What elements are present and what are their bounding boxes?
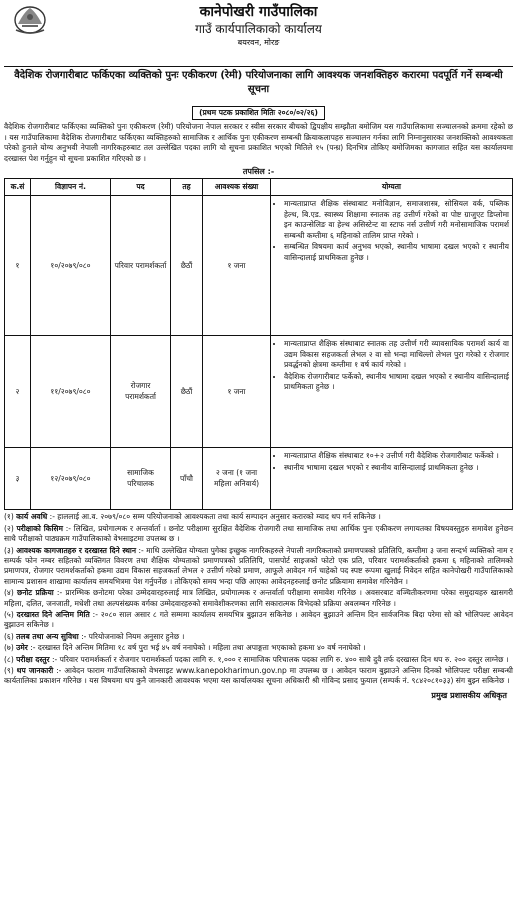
term-work-period: (१) कार्य अवधि :- हाललाई आ.व. २०७९/०८० सम्म परियोजनाको आवश्यकता तथा कार्य सम्पादन अनुसार करारको म्याद थप गर्न सकिनेछ ।	[4, 512, 381, 522]
cell-post: सामाजिक परिचालक	[111, 448, 171, 510]
terms-section	[4, 512, 513, 687]
col-count: आवश्यक संख्या	[203, 179, 271, 196]
cell-count: १ जना	[203, 336, 271, 448]
header-divider	[4, 66, 513, 67]
term-fee: (८) परीक्षा दस्तुर :- परिवार परामर्शकर्ता र रोजगार परामर्शकर्ता पदका लागि रु. १,००० र सामाजिक परिचालक पदका लागि रु. ४०० साथै दुवै तर्फ दरखास्त दिन थप रु. २०० दस्तुर लाग्नेछ ।	[4, 654, 509, 664]
cell-count: २ जना (१ जना महिला अनिवार्य)	[203, 448, 271, 510]
cell-ad-no: १०/२०७९/०८०	[31, 196, 111, 336]
cell-post: रोजगार परामर्शकर्ता	[111, 336, 171, 448]
table-row	[5, 448, 513, 510]
nepal-emblem-icon	[12, 2, 48, 36]
table-row	[5, 196, 513, 336]
office-sub: गाउँ कार्यपालिकाको कार्यालय	[195, 22, 322, 36]
signature-title: प्रमुख प्रशासकीय अधिकृत	[431, 690, 507, 700]
qualification-item: • सम्बन्धित विषयमा कार्य अनुभव भएको, स्थानीय भाषामा दखल भएको र स्थानीय वासिन्दालाई प्राथमिकता हुनेछ ।	[284, 242, 509, 263]
vacancy-table	[4, 178, 513, 510]
qualification-item: • वैदेशिक रोजगारीबाट फर्केको, स्थानीय भाषामा दखल भएको र स्थानीय वासिन्दालाई प्राथमिकता हुनेछ ।	[284, 372, 509, 393]
cell-sn: १	[5, 196, 31, 336]
table-row	[5, 336, 513, 448]
office-location: बयरवन, मोरङ	[237, 38, 280, 47]
cell-level: छैठौं	[171, 196, 203, 336]
term-exam-type: (२) परीक्षाको किसिम :- लिखित, प्रयोगात्मक र अन्तर्वार्ता । छनोट परीक्षामा सुरक्षित वैदेशिक रोजगारी तथा सामाजिक तथा आर्थिक पुनः एकीकरण लगायतका विषयवस्तुहरु समावेश हुनेछन साथै परीक्षाको पाठ्यक्रम गाउँपालिकाको वेभसाइटमा उपलब्ध छ ।	[4, 523, 513, 544]
notice-title: वैदेशिक रोजगारीबाट फर्किएका व्यक्तिको पुनः एकीकरण (रेमी) परियोजनाका लागि आवश्यक जनशक्तिहरु करारमा पदपूर्ति गर्ने सम्बन्धी सूचना	[14, 70, 503, 95]
col-post: पद	[111, 179, 171, 196]
cell-qualification	[271, 448, 513, 510]
pub-date: (प्रथम पटक प्रकाशित मितिः २०८०/०२/२६)	[192, 106, 325, 120]
term-more-info: (९) थप जानकारी :- आवेदन फाराम गाउँपालिकाको वेभसाइट www.kanepokharimun.gov.np मा उपलब्ध छ । आवेदन फाराम बुझाउने अन्तिम दिनको भोलिपल्ट परीक्षा सम्बन्धी कार्यतालिका प्रकाशन गरिनेछ । यस विषयमा थप कुनै जानकारी आवश्यक भएमा यस कार्यालयका सूचना अधिकारी श्री गोविन्द प्रसाद फुयाल (सम्पर्क नं. ९८४२०८१०३३) संग बुझ्न सकिनेछ ।	[4, 666, 513, 686]
col-sn: क.सं	[5, 179, 31, 196]
qualification-item: • मान्यताप्राप्त शैक्षिक संस्थाबाट स्नातक तह उत्तीर्ण गरी व्यावसायिक परामर्श कार्य वा उद्यम विकास सहजकर्ता लेभल २ वा सो भन्दा माथिल्लो लेभल पुरा गरेको र रोजगार प्रवर्द्धनको क्षेत्रमा कम्तीमा १ वर्ष कार्य गरेको ।	[284, 339, 509, 371]
cell-qualification	[271, 336, 513, 448]
term-selection: (४) छनोट प्रक्रिया :- प्रारम्भिक छनोटमा परेका उम्मेदवारहरुलाई मात्र लिखित, प्रयोगात्मक र अन्तर्वार्ता परीक्षामा समावेश गरिनेछ । अवसरबाट वञ्चितीकरणमा परेका समुदायहरु खासगरी महिला, दलित, जनजाती, मधेशी तथा अल्पसंख्यक वर्गका उम्मेदवारहरुको समावेशीकरणका लागि सकारात्मक विभेदको प्रक्रिया अवलम्बन गरिनेछ ।	[4, 588, 513, 608]
cell-qualification	[271, 196, 513, 336]
cell-level: छैठौं	[171, 336, 203, 448]
cell-sn: २	[5, 336, 31, 448]
cell-ad-no: ११/२०७९/०८०	[31, 336, 111, 448]
term-salary: (६) तलब तथा अन्य सुविधा :- परियोजनाको नियम अनुसार हुनेछ ।	[4, 631, 185, 641]
term-age: (७) उमेर :- दरखास्त दिने अन्तिम मितिमा १८ वर्ष पुरा भई ४५ वर्ष ननाघेको । महिला तथा अपाङ्गता भएकाको हकमा ४० वर्ष ननाघेको ।	[4, 643, 366, 653]
qualification-item: • मान्यताप्राप्त शैक्षिक संस्थाबाट मनोविज्ञान, समाजशास्त्र, सोसियल वर्क, पब्लिक हेल्थ, बि.एड. स्वास्थ्य शिक्षामा स्नातक तह उत्तीर्ण गरेको वा पोष्ट ग्राजुएट डिप्लोमा इन काउन्सेलिङ वा हेल्थ असिस्टेन्ट वा स्टाफ नर्स उत्तीर्ण गरी मनोसामाजिक परामर्श सम्बन्धी कम्तीमा ६ महिनाको तालिम प्राप्त गरेको ।	[284, 199, 509, 241]
cell-post: परिवार परामर्शकर्ता	[111, 196, 171, 336]
table-header-row	[5, 179, 513, 196]
letterhead	[4, 0, 513, 66]
qualification-item: • मान्यताप्राप्त शैक्षिक संस्थाबाट १०+२ उत्तीर्ण गरी वैदेशिक रोजगारीबाट फर्केको ।	[284, 451, 509, 462]
cell-count: १ जना	[203, 196, 271, 336]
cell-level: पाँचौ	[171, 448, 203, 510]
col-ad-no: विज्ञापन नं.	[31, 179, 111, 196]
col-level: तह	[171, 179, 203, 196]
term-documents: (३) आवश्यक कागजातहरु र दरखास्त दिने स्थान :- माथि उल्लेखित योग्यता पुगेका इच्छुक नागरिकहरुले नेपाली नागरिकताको प्रमाणपत्रको प्रतिलिपि, कम्तीमा ३ जना सन्दर्भ व्यक्तिको नाम र सम्पर्क फोन नम्बर सहितको व्यक्तिगत विवरण तथा शैक्षिक योग्यताको प्रमाणपत्रको प्रतिलिपि, पासपोर्ट साइजको फोटो एक प्रति, परिवार परामर्शकर्ताको हकमा ६ महिनाको तालिमको प्रमाणपत्र, रोजगार परामर्शकर्ताको हकमा उद्यम विकास सहजकर्ता लेभल २ उत्तीर्ण गरेको प्रमाण, आफूले आवेदन गर्न चाहेको पद स्पष्ट रूपमा खुलाई निवेदन सहित कानेपोखरी गाउँपालिकाको सामान्य प्रशासन शाखामा कार्यालय समयभित्रमा पेश गर्नुपर्नेछ । तोकिएको समय भन्दा पछि आएका आवेदनहरुलाई छनोट प्रक्रियामा समावेश गरिनेछैन ।	[4, 545, 513, 586]
qualification-item: • स्थानीय भाषामा दखल भएको र स्थानीय वासिन्दालाई प्राथमिकता हुनेछ ।	[284, 463, 509, 474]
term-deadline: (५) दरखास्त दिने अन्तिम मिति :- २०८० साल असार ८ गते सम्ममा कार्यालय समयभित्र बुझाउन सकिनेछ । आवेदन बुझाउने अन्तिम दिन सार्वजनिक बिदा परेमा सो को भोलिपल्ट आवेदन बुझाउन सकिनेछ ।	[4, 610, 514, 630]
cell-ad-no: १२/२०७९/०८०	[31, 448, 111, 510]
office-name: कानेपोखरी गाउँपालिका	[199, 4, 318, 20]
cell-sn: ३	[5, 448, 31, 510]
intro-paragraph: वैदेशिक रोजगारीबाट फर्किएका व्यक्तिको पुनः एकीकरण (रेमी) परियोजना नेपाल सरकार र स्वीस सरकार बीचको द्विपक्षीय सम्झौता बमोजिम यस गाउँपालिकामा सञ्चालनको क्रममा रहेको छ । यस गाउँपालिकामा वैदेशिक रोजगारीबाट फर्किएका व्यक्तिहरुको सामाजिक र आर्थिक पुनः एकीकरण सम्बन्धी क्रियाकलापहरु सञ्चालन गर्नका लागि निम्नानुसारका जनशक्तिको आवश्यकता परेको हुनाले योग्य अनुभवी नेपाली नागरिकहरुबाट तल उल्लेखित पदका लागि यो सूचना प्रकाशित भएको मितिले १५ (पन्ध्र) दिनभित्र तोकिए बमोजिमका कागजात सहित यस कार्यालयमा दरखास्त पेश गर्नुहुन यो सूचना प्रकाशित गरिएको छ ।	[4, 122, 513, 163]
pub-date-box	[4, 100, 513, 120]
col-qualification: योग्यता	[271, 179, 513, 196]
schedule-label: तपसिल :-	[242, 167, 275, 177]
